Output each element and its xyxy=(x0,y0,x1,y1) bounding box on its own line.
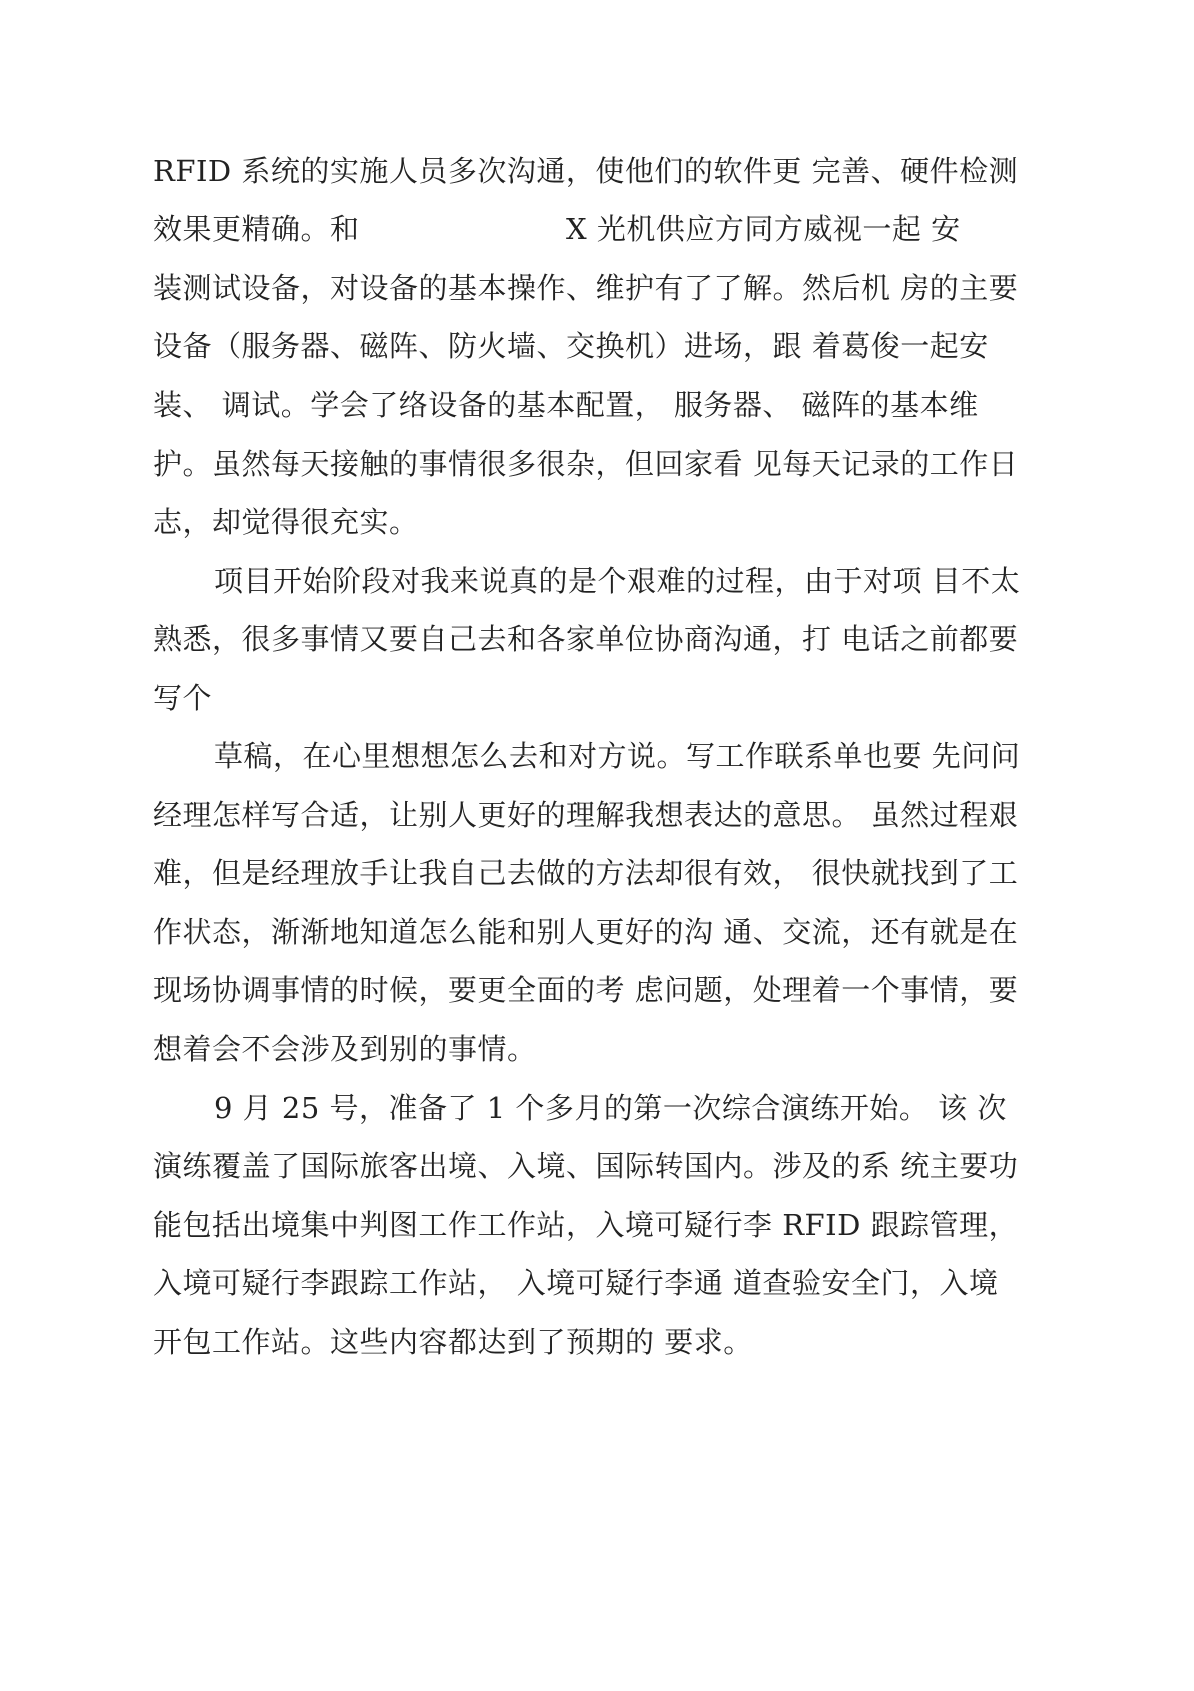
text-segment: 装、 调试。学会了络设备的基本配置， 服务器、 磁阵的基本维 xyxy=(153,388,979,422)
text-segment: RFID 系统的实施人员多次沟通，使他们的软件更 完善、硬件检测 xyxy=(153,154,1019,188)
text-segment: 入境可疑行李跟踪工作站， 入境可疑行李通 道查验安全门，入境 xyxy=(153,1266,999,1300)
text-segment: 现场协调事情的时候，要更全面的考 虑问题，处理着一个事情，要 xyxy=(153,973,1019,1007)
text-segment: 经理怎样写合适，让别人更好的理解我想表达的意思。 虽然过程艰 xyxy=(153,798,1019,832)
text-segment: 志，却觉得很充实。 xyxy=(153,505,419,539)
text-segment: 设备（服务器、磁阵、防火墙、交换机）进场，跟 着葛俊一起安 xyxy=(153,329,989,363)
text-segment: 装测试设备，对设备的基本操作、维护有了了解。然后机 房的主要 xyxy=(153,271,1019,305)
text-segment: 演练覆盖了国际旅客出境、入境、国际转国内。涉及的系 统主要功 xyxy=(153,1149,1019,1183)
text-segment: 草稿，在心里想想怎么去和对方说。写工作联系单也要 先问问 xyxy=(214,739,1021,773)
text-segment: 项目开始阶段对我来说真的是个艰难的过程，由于对项 目不太 xyxy=(214,564,1021,598)
text-segment: 想着会不会涉及到别的事情。 xyxy=(153,1032,537,1066)
text-segment: X 光机供应方同方威视一起 安 xyxy=(566,212,961,246)
text-segment: 熟悉，很多事情又要自己去和各家单位协商沟通，打 电话之前都要 xyxy=(153,622,1019,656)
text-segment: 效果更精确。和 xyxy=(153,212,360,246)
text-segment: 写个 xyxy=(153,681,213,715)
text-segment: 开包工作站。这些内容都达到了预期的 要求。 xyxy=(153,1325,753,1359)
text-segment: 作状态，渐渐地知道怎么能和别人更好的沟 通、交流，还有就是在 xyxy=(153,915,1019,949)
text-segment: 能包括出境集中判图工作工作站，入境可疑行李 RFID 跟踪管理， xyxy=(153,1208,1019,1242)
text-segment: 9 月 25 号，准备了 1 个多月的第一次综合演练开始。 该 次 xyxy=(214,1091,1007,1125)
text-segment: 护。虽然每天接触的事情很多很杂，但回家看 见每天记录的工作日 xyxy=(153,447,1019,481)
text-segment: 难，但是经理放手让我自己去做的方法却很有效， 很快就找到了工 xyxy=(153,856,1019,890)
